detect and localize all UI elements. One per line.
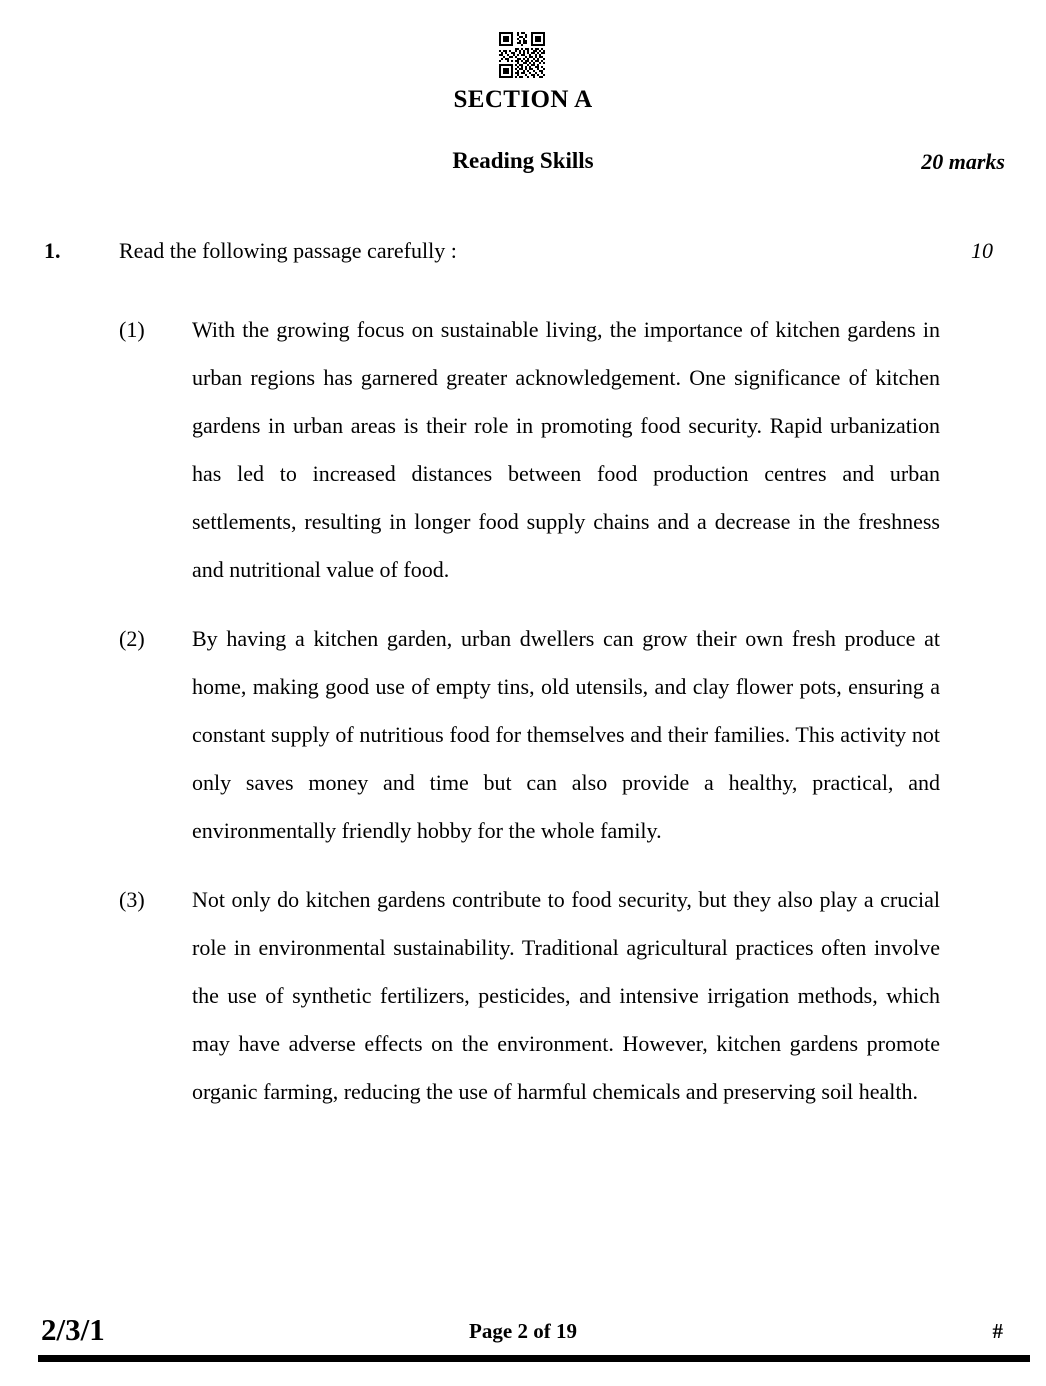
total-marks-label: 20 marks	[921, 149, 1005, 174]
section-title: SECTION A	[453, 86, 593, 113]
passage-paragraph	[0, 876, 1046, 1116]
question-instruction: Read the following passage carefully :	[119, 238, 457, 263]
question-marks: 10	[971, 238, 993, 263]
question-header	[0, 238, 1046, 274]
page-footer	[0, 1312, 1046, 1356]
paragraph-text: By having a kitchen garden, urban dwellers can grow their own fresh produce at home, making good use of empty tins, old utensils, and clay flower pots, ensuring a constant supply of nutritious food for themselves and their families. This activity not only saves money and time but can also provide a healthy, practical, and environmentally friendly hobby for the whole family.	[192, 626, 940, 843]
footer-rule	[38, 1355, 1030, 1362]
subsection-header	[0, 148, 1046, 182]
page-number-label: Page 2 of 19	[469, 1319, 577, 1343]
qr-code-icon	[499, 32, 545, 78]
passage-paragraph	[0, 615, 1046, 855]
paragraph-number: (2)	[119, 626, 145, 651]
paragraph-number: (3)	[119, 887, 145, 912]
question-number: 1.	[44, 238, 61, 263]
end-marker: #	[992, 1319, 1003, 1343]
subsection-title: Reading Skills	[452, 148, 594, 173]
passage-body	[0, 306, 1046, 1116]
paragraph-text: Not only do kitchen gardens contribute to food security, but they also play a crucial role in environmental sustainability. Traditional agricultural practices often involve the use of synthetic fertilizers, pesticides, and intensive irrigation methods, which may have adverse effects on the environment. However, kitchen gardens promote organic farming, reducing the use of harmful chemicals and preserving soil health.	[192, 887, 940, 1104]
paragraph-number: (1)	[119, 317, 145, 342]
passage-paragraph	[0, 306, 1046, 594]
paper-code: 2/3/1	[41, 1312, 105, 1347]
paragraph-text: With the growing focus on sustainable living, the importance of kitchen gardens in urban regions has garnered greater acknowledgement. One significance of kitchen gardens in urban areas is their role in promoting food security. Rapid urbanization has led to increased distances between food production centres and urban settlements, resulting in longer food supply chains and a decrease in the freshness and nutritional value of food.	[192, 317, 940, 582]
